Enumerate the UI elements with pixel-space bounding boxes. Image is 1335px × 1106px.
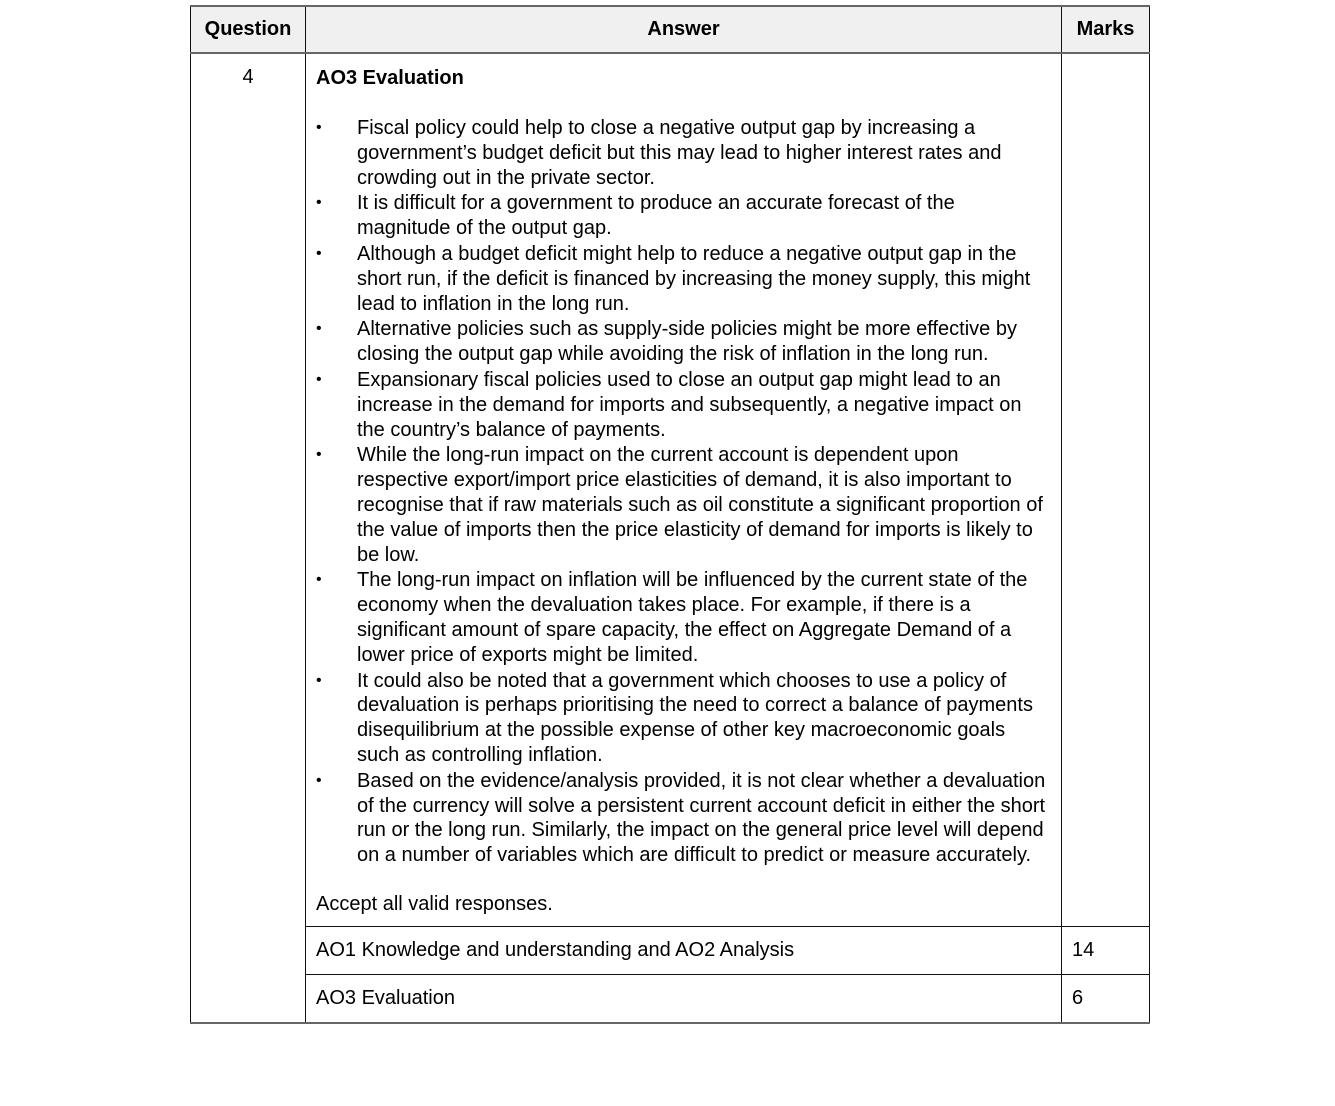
point-text: Based on the evidence/analysis provided, it is not clear whether a devaluation of the currency will solve a persistent current account deficit in either the short run or the long run. Similarly, the impact on the general price level will depend on a number of variables which are difficult to predict or measure accurately.	[357, 769, 1046, 867]
bullet-icon: •	[316, 320, 322, 338]
answer-cell	[306, 53, 1062, 926]
bullet-icon: •	[316, 771, 322, 789]
point-text: The long-run impact on inflation will be influenced by the current state of the economy when the devaluation takes place. For example, if there is a significant amount of spare capacity, the effect on Aggregate Demand of a lower price of exports might be limited.	[357, 569, 1028, 666]
point-text: Although a budget deficit might help to reduce a negative output gap in the short run, if the deficit is financed by increasing the money supply, this might lead to inflation in the long run.	[357, 242, 1031, 315]
list-item	[316, 568, 1051, 667]
evaluation-points-list	[316, 116, 1051, 868]
list-item	[316, 769, 1051, 868]
list-item	[316, 443, 1051, 567]
bullet-icon: •	[316, 671, 322, 689]
list-item	[316, 116, 1051, 190]
point-text: Alternative policies such as supply-side policies might be more effective by closing the output gap while avoiding the risk of inflation in the long run.	[357, 318, 1017, 366]
allocation-marks: 14	[1062, 926, 1150, 974]
allocation-marks: 6	[1062, 974, 1150, 1023]
bullet-icon: •	[316, 571, 322, 589]
column-header-marks: Marks	[1062, 6, 1150, 53]
question-number: 4	[191, 53, 306, 1023]
allocation-label: AO3 Evaluation	[306, 974, 1062, 1023]
bullet-icon: •	[316, 244, 322, 262]
bullet-icon: •	[316, 446, 322, 464]
point-text: Expansionary fiscal policies used to close an output gap might lead to an increase in the demand for imports and subsequently, a negative impact on the country’s balance of payments.	[357, 368, 1022, 441]
list-item	[316, 191, 1051, 241]
column-header-question: Question	[191, 6, 306, 53]
list-item	[316, 368, 1051, 442]
point-text: Fiscal policy could help to close a negative output gap by increasing a government’s budget deficit but this may lead to higher interest rates and crowding out in the private sector.	[357, 117, 1002, 189]
list-item	[316, 317, 1051, 367]
mark-allocation-row	[191, 926, 1150, 974]
header-row	[191, 6, 1150, 53]
point-text: It could also be noted that a government which chooses to use a policy of devaluation is perhaps prioritising the need to correct a balance of payments disequilibrium at the possible expense of other key macroeconomic goals such as controlling inflation.	[357, 669, 1033, 766]
mark-scheme-table	[190, 5, 1150, 1024]
marks-cell-empty	[1062, 53, 1150, 926]
bullet-icon: •	[316, 370, 322, 388]
point-text: While the long-run impact on the current account is dependent upon respective export/import price elasticities of demand, it is also important to recognise that if raw materials such as oil constitute a significant proportion of the value of imports then the price elasticity of demand for imports is likely to be low.	[357, 444, 1043, 566]
bullet-icon: •	[316, 119, 322, 136]
allocation-label: AO1 Knowledge and understanding and AO2 Analysis	[306, 926, 1062, 974]
list-item	[316, 669, 1051, 768]
accept-note: Accept all valid responses.	[316, 892, 553, 915]
point-text: It is difficult for a government to produce an accurate forecast of the magnitude of the output gap.	[357, 192, 955, 240]
column-header-answer: Answer	[306, 6, 1062, 53]
bullet-icon: •	[316, 194, 322, 212]
answer-row	[191, 53, 1150, 926]
list-item	[316, 242, 1051, 316]
section-heading: AO3 Evaluation	[316, 67, 464, 89]
mark-allocation-row	[191, 974, 1150, 1023]
